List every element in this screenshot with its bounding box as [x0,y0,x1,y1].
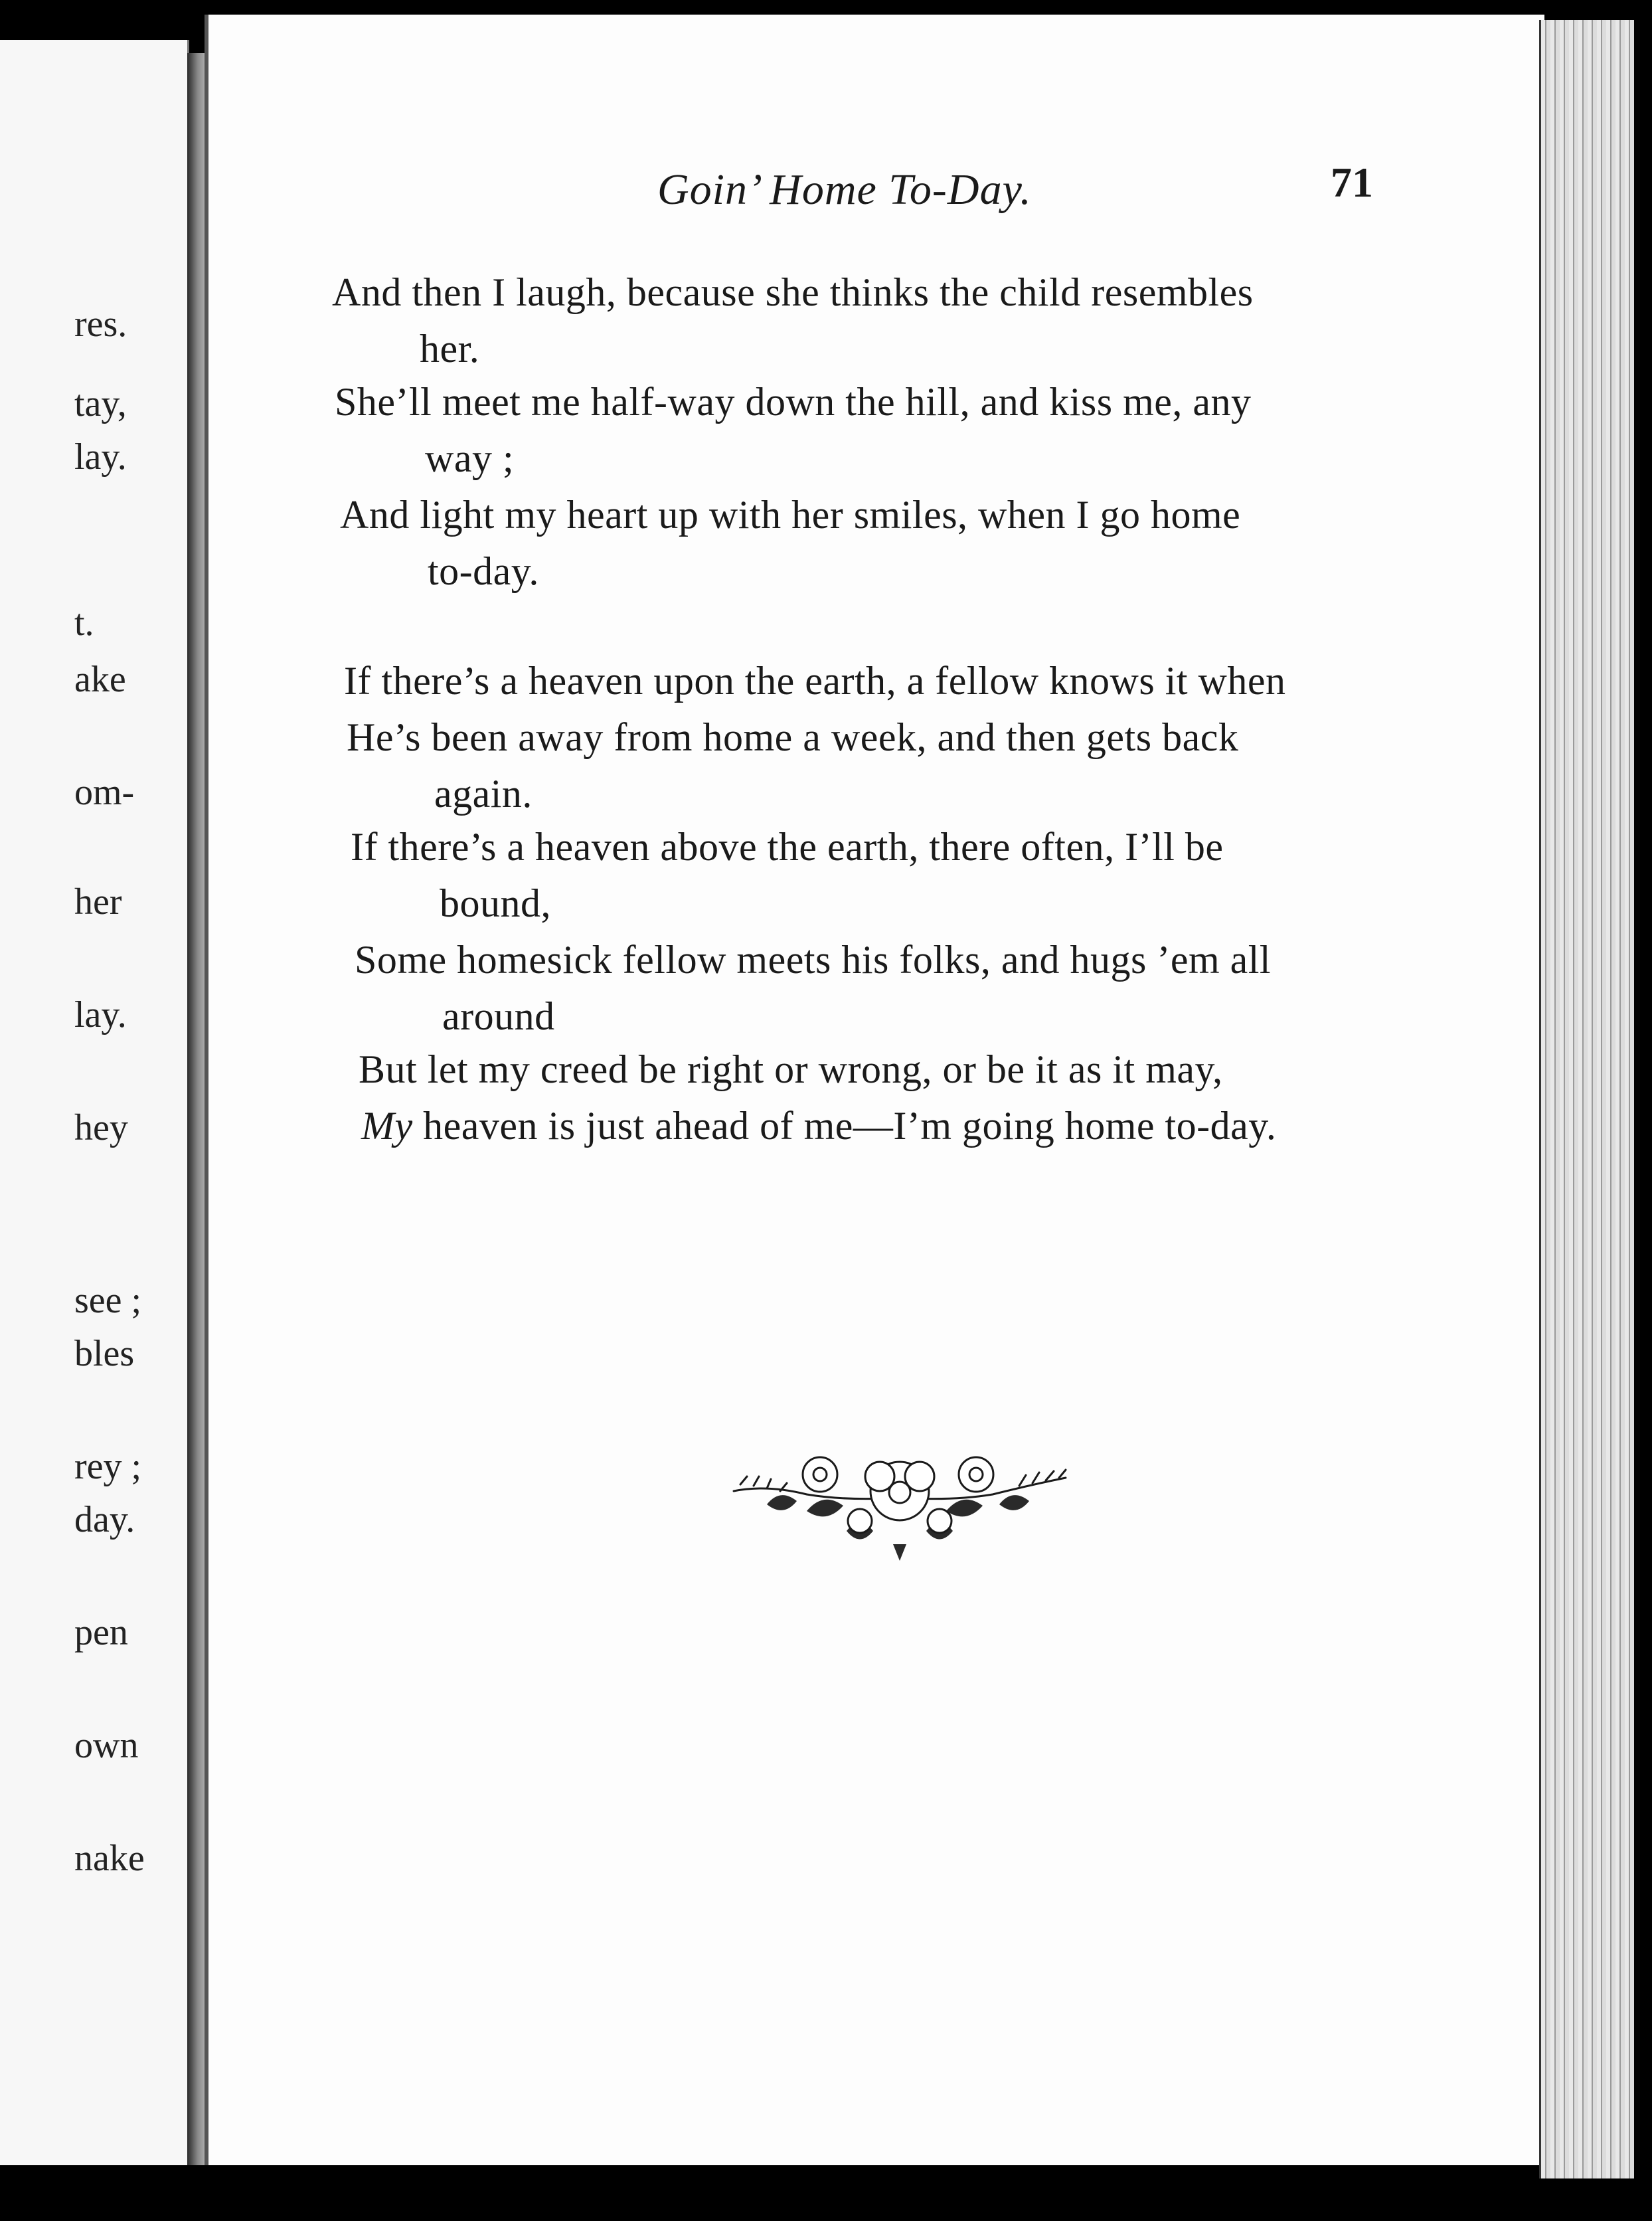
final-line-text: heaven is just ahead of me—I’m going home to-day. [412,1104,1277,1148]
page-number: 71 [1331,159,1373,206]
italic-word: My [361,1104,413,1148]
poem-line: But let my creed be right or wrong, or be it as it may, [359,1047,1223,1091]
facing-page-fragment: lay. [74,994,127,1035]
poem-line-continuation: way ; [425,436,515,480]
facing-page-fragment: res. [74,304,127,345]
facing-page-fragment: bles [74,1333,135,1374]
facing-page-fragment: her [74,881,122,923]
facing-page-fragment: see ; [74,1280,142,1321]
facing-page-fragment: hey [74,1107,128,1148]
poem-line: Some homesick fellow meets his folks, and hugs ’em all [355,938,1272,982]
poem-line-final [361,1106,1276,1146]
facing-page-fragment: nake [74,1838,145,1879]
facing-page-fragment: om- [74,772,135,813]
poem-line-continuation: around [442,994,555,1038]
running-title: Goin’ Home To-Day. [657,165,1032,214]
facing-page-fragment: ake [74,659,126,700]
poem-line-continuation: again. [434,772,533,816]
floral-ornament-icon [727,1445,1072,1564]
poem-line-continuation: bound, [440,881,551,925]
poem-line: He’s been away from home a week, and then gets back [347,715,1239,759]
facing-page-fragment: tay, [74,383,127,424]
facing-page-fragment: pen [74,1612,128,1653]
poem-line: And light my heart up with her smiles, when I go home [340,493,1241,537]
poem-line: If there’s a heaven upon the earth, a fellow knows it when [344,659,1286,703]
poem-line-continuation: her. [420,327,480,371]
poem-line-continuation: to-day. [428,549,539,593]
facing-page-fragment: own [74,1725,139,1766]
page-edges [1539,20,1634,2178]
facing-page-fragment: rey ; [74,1446,142,1487]
facing-page-fragment: lay. [74,436,127,478]
poem-line: And then I laugh, because she thinks the child resembles [332,270,1254,314]
facing-page-fragment: t. [74,602,94,644]
facing-page [0,40,189,2165]
poem-line: If there’s a heaven above the earth, there often, I’ll be [351,825,1224,869]
facing-page-fragment: day. [74,1499,135,1540]
poem-line: She’ll meet me half-way down the hill, and kiss me, any [335,380,1252,424]
